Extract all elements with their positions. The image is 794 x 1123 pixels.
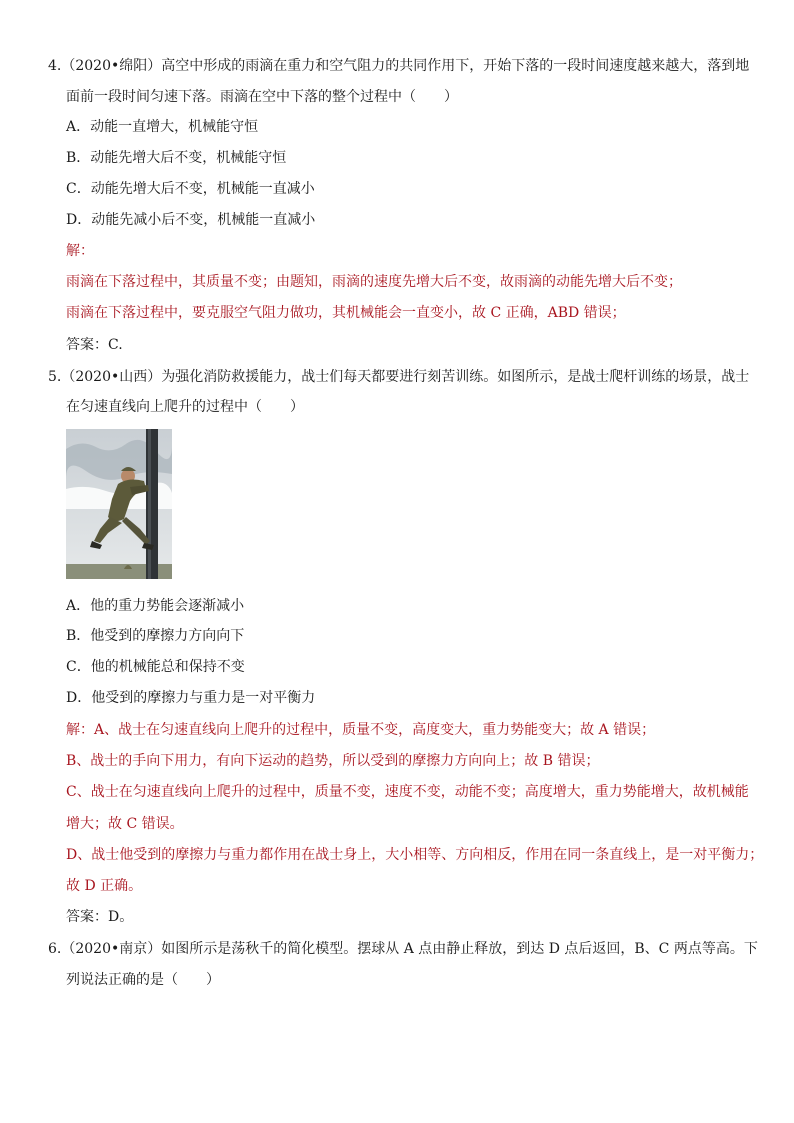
q5-stem-line-1: 5.（2020•山西）为强化消防救援能力，战士们每天都要进行刻苦训练。如图所示，是战士爬杆训练的场景，战士 <box>48 369 750 385</box>
q4-option-a: A．动能一直增大，机械能守恒 <box>66 119 259 135</box>
q6-stem-line-1: 6.（2020•南京）如图所示是荡秋千的简化模型。摆球从 A 点由静止释放，到达 D 点后返回，B、C 两点等高。下 <box>48 941 758 957</box>
q4-answer: 答案：C. <box>66 337 123 353</box>
q6-stem-line-2: 列说法正确的是（ ） <box>66 972 220 988</box>
q4-solution-line-1: 雨滴在下落过程中，其质量不变；由题知，雨滴的速度先增大后不变，故雨滴的动能先增大后不变； <box>66 274 682 290</box>
q5-answer: 答案：D。 <box>66 909 134 925</box>
q5-option-d: D．他受到的摩擦力与重力是一对平衡力 <box>66 690 316 706</box>
q5-solution-line-4: 增大；故 C 错误。 <box>66 816 184 832</box>
q5-option-b: B．他受到的摩擦力方向向下 <box>66 628 245 644</box>
q4-solution-label: 解： <box>66 243 94 259</box>
q5-solution-line-6: 故 D 正确。 <box>66 878 143 894</box>
q5-solution-line-3: C、战士在匀速直线向上爬升的过程中，质量不变，速度不变，动能不变；高度增大，重力势能增大，故机械能 <box>66 784 749 800</box>
q5-solution-line-5: D、战士他受到的摩擦力与重力都作用在战士身上，大小相等、方向相反，作用在同一条直线上，是一对平衡力； <box>66 847 764 863</box>
pole-climbing-photo <box>66 429 172 579</box>
q4-solution-line-2: 雨滴在下落过程中，要克服空气阻力做功，其机械能会一直变小，故 C 正确，ABD 错误； <box>66 305 626 321</box>
q4-stem-line-2: 面前一段时间匀速下落。雨滴在空中下落的整个过程中（ ） <box>66 89 458 105</box>
q4-stem-line-1: 4.（2020•绵阳）高空中形成的雨滴在重力和空气阻力的共同作用下，开始下落的一段时间速度越来越大，落到地 <box>48 58 750 74</box>
q5-solution-line-1: 解：A、战士在匀速直线向上爬升的过程中，质量不变，高度变大，重力势能变大；故 A 错误； <box>66 722 656 738</box>
q5-solution-line-2: B、战士的手向下用力，有向下运动的趋势，所以受到的摩擦力方向向上；故 B 错误； <box>66 753 600 769</box>
q5-stem-line-2: 在匀速直线向上爬升的过程中（ ） <box>66 399 304 415</box>
q5-option-c: C．他的机械能总和保持不变 <box>66 659 245 675</box>
q4-option-c: C．动能先增大后不变，机械能一直减小 <box>66 181 315 197</box>
q4-option-d: D．动能先减小后不变，机械能一直减小 <box>66 212 316 228</box>
q5-option-a: A．他的重力势能会逐渐减小 <box>66 598 245 614</box>
q4-option-b: B．动能先增大后不变，机械能守恒 <box>66 150 287 166</box>
